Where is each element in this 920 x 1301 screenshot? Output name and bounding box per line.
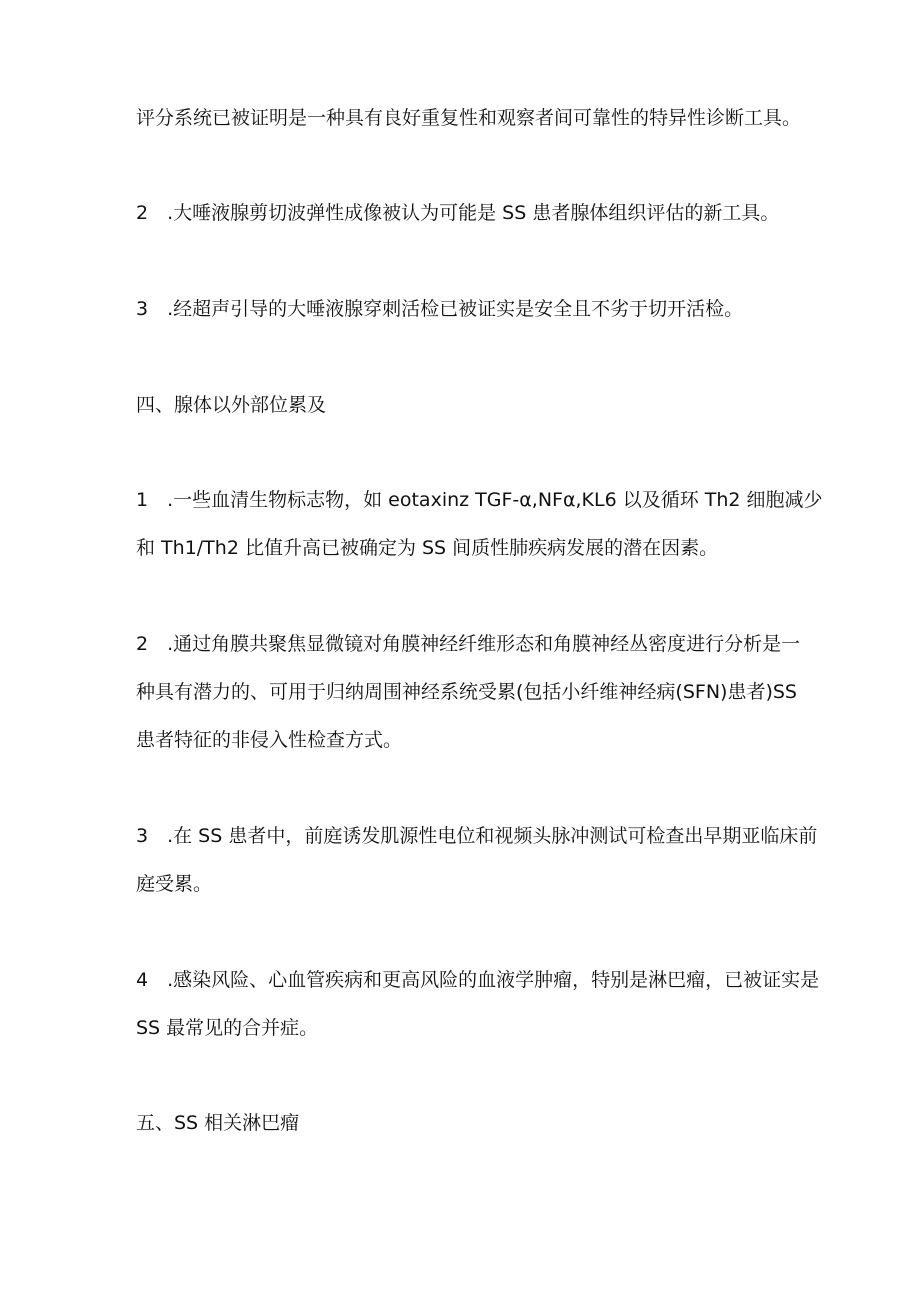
- list-item-2-extraglandular-line-3: 患者特征的非侵入性检查方式。: [136, 729, 403, 751]
- list-item-1-extraglandular-line-2: 和 Th1/Th2 比值升高已被确定为 SS 间质性肺疾病发展的潜在因素。: [136, 537, 719, 559]
- list-item-2-glands: 2 .大唾液腺剪切波弹性成像被认为可能是 SS 患者腺体组织评估的新工具。: [136, 202, 780, 224]
- list-item-4-extraglandular-line-1: 4 .感染风险、心血管疾病和更高风险的血液学肿瘤，特别是淋巴瘤，已被证实是: [136, 969, 820, 991]
- list-item-3-extraglandular-line-1: 3 .在 SS 患者中，前庭诱发肌源性电位和视频头脉冲测试可检查出早期亚临床前: [136, 825, 818, 847]
- paragraph-continuation-line: 评分系统已被证明是一种具有良好重复性和观察者间可靠性的特异性诊断工具。: [136, 107, 802, 129]
- list-item-3-extraglandular-line-2: 庭受累。: [136, 873, 213, 895]
- section-heading-4: 四、腺体以外部位累及: [136, 394, 327, 416]
- section-heading-5: 五、SS 相关淋巴瘤: [136, 1112, 300, 1134]
- list-item-2-extraglandular-line-1: 2 .通过角膜共聚焦显微镜对角膜神经纤维形态和角膜神经丛密度进行分析是一: [136, 633, 801, 655]
- list-item-1-extraglandular-line-1: 1 .一些血清生物标志物，如 eotaxinz TGF-α,NFα,KL6 以及循环 Th2 细胞减少: [136, 489, 823, 511]
- list-item-2-extraglandular-line-2: 种具有潜力的、可用于归纳周围神经系统受累(包括小纤维神经病(SFN)患者)SS: [136, 681, 797, 703]
- list-item-3-glands: 3 .经超声引导的大唾液腺穿刺活检已被证实是安全且不劣于切开活检。: [136, 298, 744, 320]
- list-item-4-extraglandular-line-2: SS 最常见的合并症。: [136, 1017, 319, 1039]
